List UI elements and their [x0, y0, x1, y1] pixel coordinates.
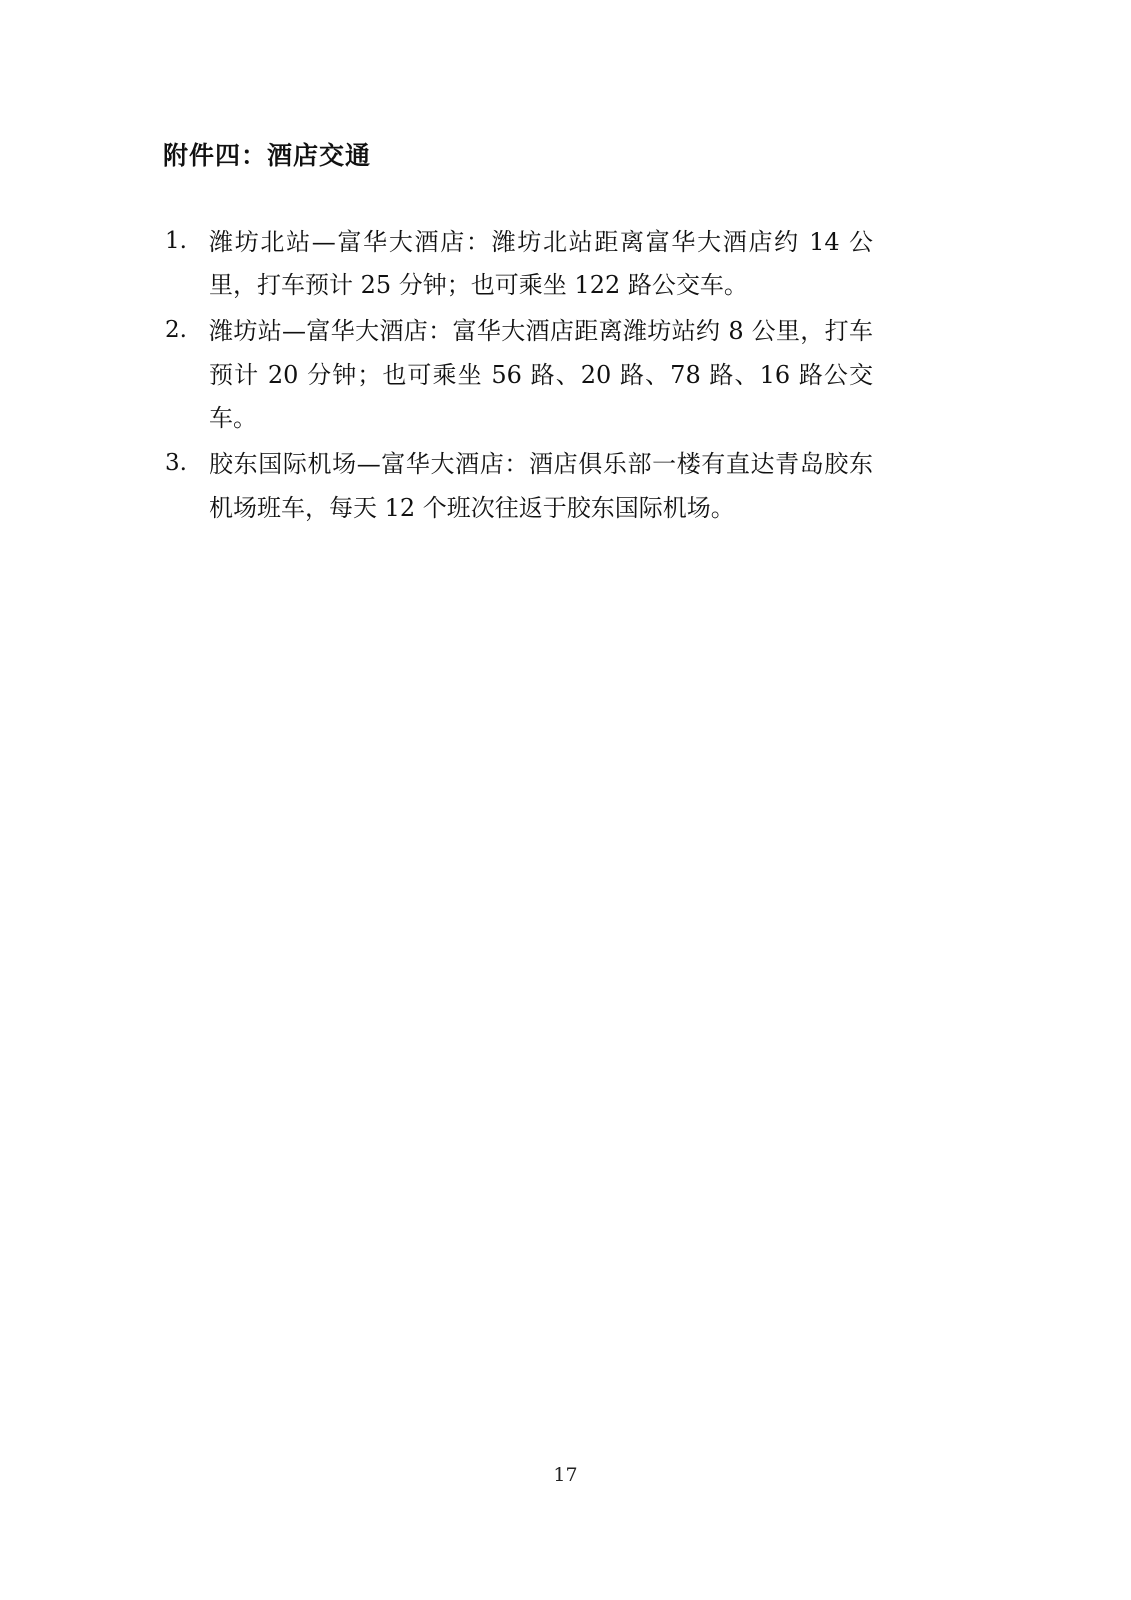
list-item-text: 潍坊站—富华大酒店：富华大酒店距离潍坊站约 8 公里，打车预计 20 分钟；也可乘坐 56 路、20 路、78 路、16 路公交车。: [209, 316, 873, 433]
list-item-number: 3.: [165, 449, 187, 476]
list-item-number: 2.: [165, 316, 187, 343]
list-item: [163, 310, 873, 441]
transport-list: [163, 221, 873, 531]
page-number: 17: [553, 1464, 578, 1486]
page-title: 附件四：酒店交通: [163, 141, 372, 170]
list-item: [163, 443, 873, 530]
list-item: [163, 221, 873, 308]
document-body: [163, 140, 873, 532]
list-item-number: 1.: [165, 227, 187, 254]
list-item-text: 潍坊北站—富华大酒店：潍坊北站距离富华大酒店约 14 公里，打车预计 25 分钟；也可乘坐 122 路公交车。: [209, 227, 873, 300]
list-item-text: 胶东国际机场—富华大酒店：酒店俱乐部一楼有直达青岛胶东机场班车，每天 12 个班次往返于胶东国际机场。: [209, 449, 873, 522]
